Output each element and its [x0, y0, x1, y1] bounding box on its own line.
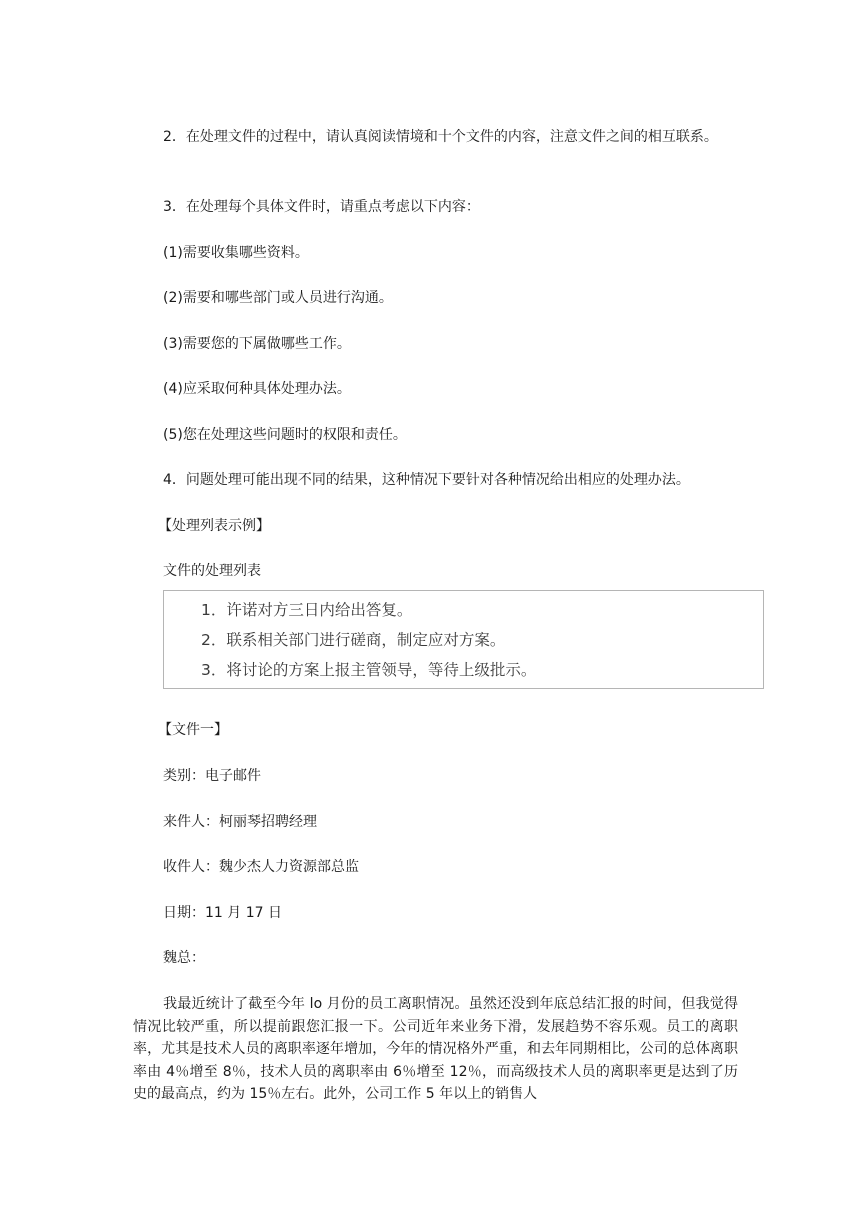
document-recipient: 收件人：魏少杰人力资源部总监	[163, 859, 359, 875]
sub-item-3: (3)需要您的下属做哪些工作。	[163, 336, 351, 352]
example-list-item: 3．将讨论的方案上报主管领导，等待上级批示。	[201, 661, 537, 679]
example-list-item: 1．许诺对方三日内给出答复。	[201, 601, 413, 619]
document-body: 我最近统计了截至今年 lo 月份的员工离职情况。虽然还没到年底总结汇报的时间，但我觉得情况比较严重，所以提前跟您汇报一下。公司近年来业务下滑，发展趋势不容乐观。员工的离职率，尤其是技术人员的离职率逐年增加，今年的情况格外严重，和去年同期相比，公司的总体离职率由 4％增至 8％，技术人员的离职率由 6％增至 12％，而高级技术人员的离职率更是达到了历史的最高点，约为 15％左右。此外，公司工作 5 年以上的销售人	[133, 996, 738, 1102]
sub-item-2: (2)需要和哪些部门或人员进行沟通。	[163, 290, 393, 306]
instruction-item-2: 2．在处理文件的过程中，请认真阅读情境和十个文件的内容，注意文件之间的相互联系。	[163, 129, 718, 145]
example-list-box	[163, 590, 764, 689]
instruction-item-3: 3．在处理每个具体文件时，请重点考虑以下内容：	[163, 199, 480, 215]
document-heading: 【文件一】	[158, 722, 228, 738]
sub-item-5: (5)您在处理这些问题时的权限和责任。	[163, 427, 407, 443]
example-list-item: 2．联系相关部门进行磋商，制定应对方案。	[201, 631, 506, 649]
document-sender: 来件人：柯丽琴招聘经理	[163, 814, 317, 830]
sub-item-4: (4)应采取何种具体处理办法。	[163, 381, 351, 397]
example-heading: 【处理列表示例】	[158, 518, 270, 534]
instruction-item-4: 4．问题处理可能出现不同的结果，这种情况下要针对各种情况给出相应的处理办法。	[163, 472, 690, 488]
document-category: 类别：电子邮件	[163, 768, 261, 784]
example-list-title: 文件的处理列表	[163, 563, 261, 579]
sub-item-1: (1)需要收集哪些资料。	[163, 245, 309, 261]
document-salutation: 魏总：	[163, 950, 205, 966]
document-date: 日期：11 月 17 日	[163, 905, 282, 921]
